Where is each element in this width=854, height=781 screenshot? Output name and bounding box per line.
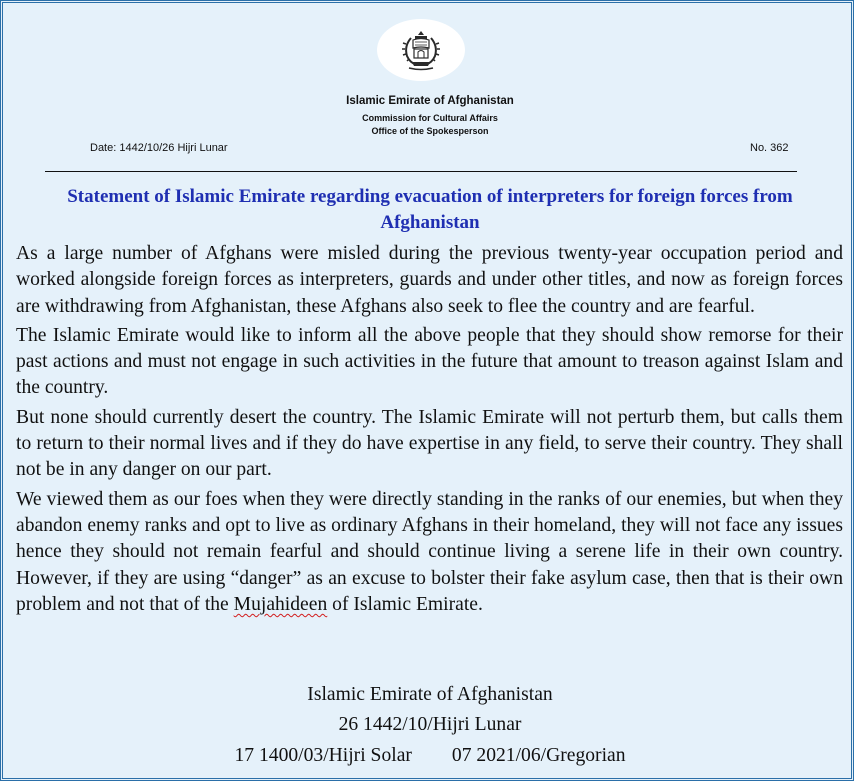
letterhead-commission: Commission for Cultural Affairs — [362, 113, 498, 123]
emblem-seal — [395, 28, 447, 72]
paragraph-3: But none should currently desert the country. The Islamic Emirate will not perturb them, but calls them to return to their normal lives and if they do have expertise in any field, to serve their country. They shall not be in any danger on our part. — [16, 406, 843, 481]
document-date: Date: 1442/10/26 Hijri Lunar — [90, 142, 228, 154]
document-number: No. 362 — [750, 142, 789, 154]
statement-title: Statement of Islamic Emirate regarding evacuation of interpreters for foreign forces from Afghanistan — [67, 186, 793, 233]
spellcheck-flagged-word[interactable]: Mujahideen — [233, 593, 328, 615]
signature-gregorian-date: 07 2021/06/Gregorian — [451, 745, 626, 766]
header-divider — [45, 171, 797, 172]
signature-lunar-date: 26 1442/10/Hijri Lunar — [338, 714, 522, 735]
paragraph-4 — [16, 487, 843, 618]
paragraph-4-text: We viewed them as our foes when they were directly standing in the ranks of our enemies, but when they abandon enemy ranks and opt to live as ordinary Afghans in their homeland, they will not face any issues hence they should not remain fearful and should continue living a serene life in their own country. However, if they are using “danger” as an excuse to bolster their fake asylum case, then that is their own problem and not that of the — [16, 488, 843, 615]
signature-solar-date: 17 1400/03/Hijri Solar — [234, 745, 412, 766]
statement-body — [16, 241, 843, 621]
paragraph-1: As a large number of Afghans were misled during the previous twenty-year occupation period and worked alongside foreign forces as interpreters, guards and under other titles, and now as foreign forces are withdrawing from Afghanistan, these Afghans also seek to flee the country and are fearful. — [16, 243, 843, 317]
letterhead-org: Islamic Emirate of Afghanistan — [346, 95, 514, 107]
signature-org: Islamic Emirate of Afghanistan — [307, 684, 553, 705]
letterhead-office: Office of the Spokesperson — [371, 126, 489, 136]
paragraph-4-end: of Islamic Emirate. — [327, 593, 483, 615]
signature-dates-row — [3, 745, 854, 767]
letterhead — [3, 3, 854, 183]
paragraph-2: The Islamic Emirate would like to inform all the above people that they should show remorse for their past actions and must not engage in such activities in the future that amount to treason against Islam and the country. — [16, 324, 843, 399]
emblem-icon — [377, 19, 465, 81]
